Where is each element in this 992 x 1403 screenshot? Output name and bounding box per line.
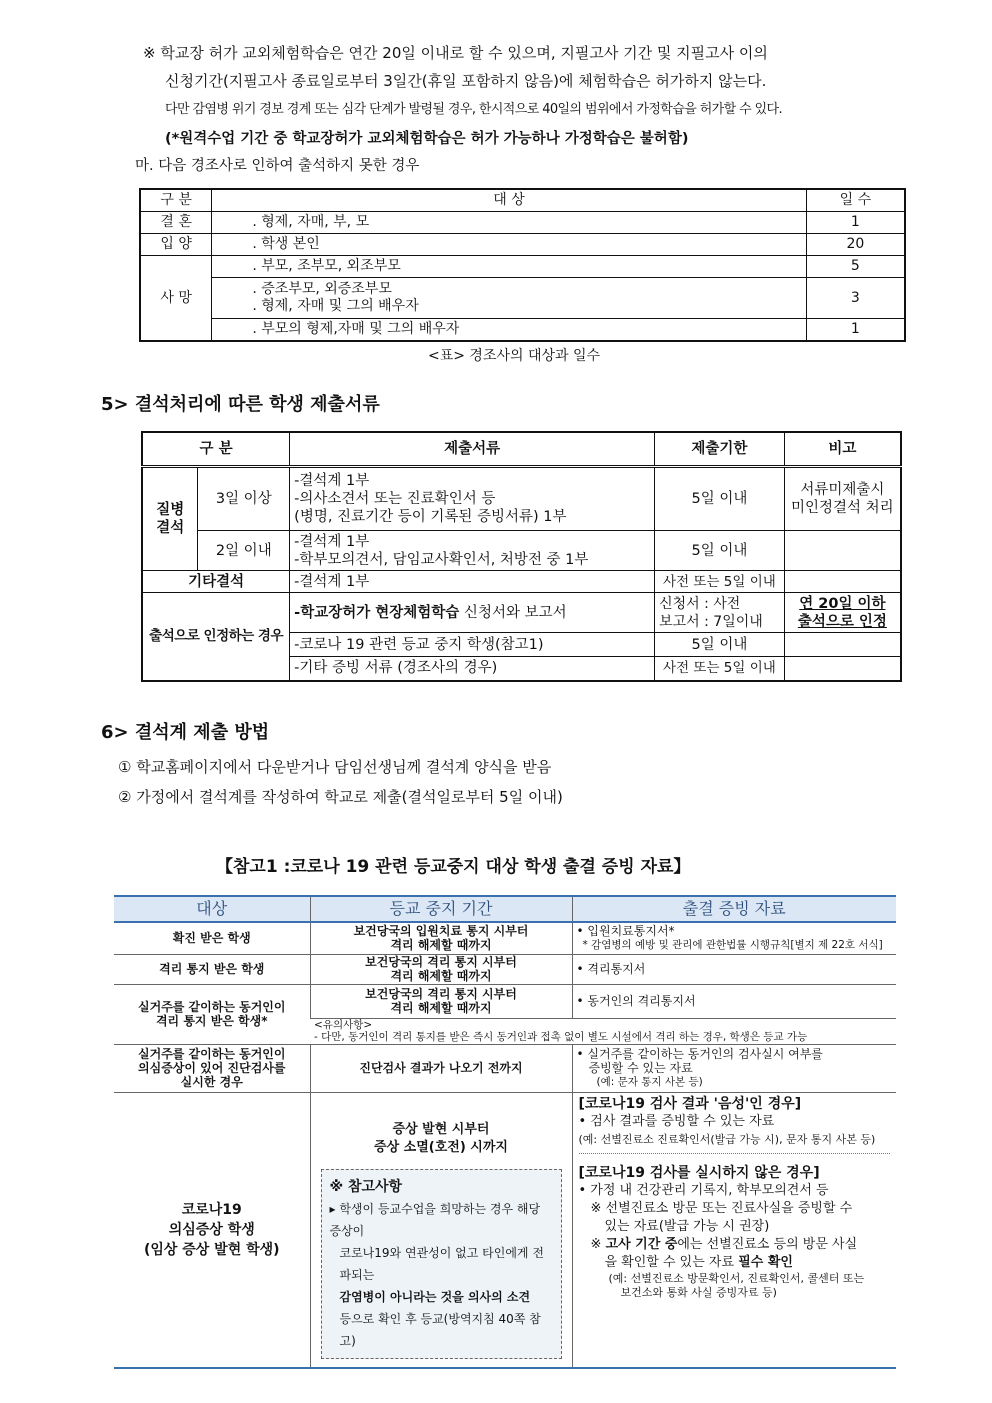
header-evidence: 출결 증빙 자료 (572, 896, 896, 922)
period-line: 보건당국의 격리 통지 시부터 (365, 955, 517, 969)
note-line-4: (*원격수업 기간 중 학교장허가 교외체험학습은 허가 가능하나 가정학습은 불허함) (165, 131, 689, 147)
evidence-line (579, 1254, 891, 1272)
target-line: 격리 통지 받은 학생* (155, 1014, 268, 1028)
covid-evidence-table (114, 895, 896, 1369)
row-label: 결 혼 (140, 212, 212, 234)
deadline-line: 보고서 : 7일이내 (659, 613, 763, 630)
caution-text: - 다만, 동거인이 격리 통지를 받은 즉시 동거인과 접촉 없이 별도 시설에서 격리 하는 경우, 학생은 등교 가능 (314, 1031, 808, 1043)
documents-cell (290, 593, 655, 633)
table-row (140, 319, 905, 342)
evidence-footnote: 보건소와 통화 사실 증빙자료 등) (620, 1285, 777, 1299)
condolence-table (139, 188, 906, 342)
target-cell (114, 984, 310, 1044)
row-days: 3 (806, 278, 905, 319)
note-line-1: ※ 학교장 허가 교외체험학습은 연간 20일 이내로 할 수 있으며, 지필고사 기간 및 지필고사 이의 (143, 44, 768, 62)
remark-line: 연 20일 이하 (799, 595, 886, 612)
section6-item-1: ① 학교홈페이지에서 다운받거나 담임선생님께 결석계 양식을 받음 (118, 758, 552, 776)
table-row (142, 467, 901, 531)
evidence-footnote: (예: 선별진료소 진료확인서(발급 가능 시), 문자 통지 사본 등) (579, 1131, 891, 1154)
target-cell: 확진 받은 학생 (114, 922, 310, 954)
reference-line: 감염병이 아니라는 것을 의사의 소견 (339, 1289, 531, 1304)
caution-title: <유의사항> (314, 1019, 373, 1031)
section6-item-2: ② 가정에서 결석계를 작성하여 학교로 제출(결석일로부터 5일 이내) (118, 788, 563, 806)
evidence-footnote: * 감염병의 예방 및 관리에 관한법률 시행규칙[별지 제 22호 서식] (582, 939, 883, 952)
deadline-cell: 사전 또는 5일 이내 (655, 657, 785, 681)
deadline-cell: 5일 이내 (655, 531, 785, 571)
row-target (212, 278, 806, 319)
period-line: 격리 해제할 때까지 (390, 969, 492, 983)
doc-line: -학부모의견서, 담임교사확인서, 처방전 중 1부 (294, 551, 589, 568)
doc-bold: -학교장허가 현장체험학습 (294, 604, 460, 621)
documents-cell: -결석계 1부 (290, 571, 655, 593)
absence-documents-table (141, 431, 902, 682)
row-target-line: . 형제, 자매 및 그의 배우자 (252, 298, 419, 314)
deadline-line: 신청서 : 사전 (659, 595, 741, 612)
caution-cell (310, 1018, 896, 1044)
remark-line: 출석으로 인정 (797, 613, 887, 630)
target-line: 코로나19 (181, 1201, 242, 1218)
target-cell (114, 1092, 310, 1368)
documents-cell (290, 531, 655, 571)
row-target: . 형제, 자매, 부, 모 (212, 212, 806, 234)
remark-line: 미인정결석 처리 (791, 500, 894, 516)
row-days: 5 (806, 256, 905, 278)
doc-line: (병명, 진료기간 등이 기록된 증빙서류) 1부 (294, 509, 567, 525)
remark-line: 서류미제출시 (800, 482, 885, 498)
evidence-cell: • 동거인의 격리통지서 (572, 984, 896, 1018)
evidence-cell (572, 1044, 896, 1092)
reference-line: ▸ 학생이 등교수업을 희망하는 경우 해당 증상이 (329, 1201, 541, 1238)
header-days: 일 수 (806, 189, 905, 212)
reference-box (321, 1169, 562, 1359)
period-cell: 진단검사 결과가 나오기 전까지 (310, 1044, 572, 1092)
period-cell (310, 1092, 572, 1368)
evidence-emphasis: 필수 확인 (738, 1254, 793, 1270)
header-documents: 제출서류 (290, 432, 655, 467)
ref1-title: 【참고1 :코로나 19 관련 등교중지 대상 학생 출결 증빙 자료】 (216, 857, 691, 877)
reference-title: ※ 참고사항 (329, 1178, 403, 1195)
row-label: 사 망 (140, 256, 212, 342)
target-line: 실시한 경우 (180, 1075, 243, 1089)
row-label: 입 양 (140, 234, 212, 256)
target-cell: 격리 통지 받은 학생 (114, 954, 310, 984)
note-line-5: 마. 다음 경조사로 인하여 출석하지 못한 경우 (135, 158, 420, 174)
target-line: (임상 증상 발현 학생) (143, 1241, 280, 1258)
target-line: 의심증상이 있어 진단검사를 (138, 1061, 286, 1075)
remarks-cell (784, 531, 901, 571)
table-row (142, 531, 901, 571)
header-target: 대 상 (212, 189, 806, 212)
attendance-recognized-label: 출석으로 인정하는 경우 (142, 593, 290, 681)
evidence-footnote: (예: 선별진료소 방문확인서, 진료확인서, 콜센터 또는 (608, 1271, 865, 1285)
row-target-line: . 증조부모, 외증조부모 (252, 281, 392, 297)
table-row (140, 212, 905, 234)
table-row (114, 922, 896, 954)
evidence-footnote: (예: 문자 통지 사본 등) (596, 1076, 703, 1088)
note-line-2: 신청기간(지필고사 종료일로부터 3일간(휴일 포함하지 않음)에 체험학습은 허가하지 않는다. (165, 72, 767, 90)
doc-line: -결석계 1부 (294, 533, 370, 550)
period-block (311, 1093, 572, 1161)
documents-cell: -기타 증빙 서류 (경조사의 경우) (290, 657, 655, 681)
table-caption: <표> 경조사의 대상과 일수 (428, 348, 601, 364)
period-line: 보건당국의 입원치료 통지 시부터 (353, 924, 529, 939)
deadline-cell (655, 593, 785, 633)
header-remarks: 비고 (784, 432, 901, 467)
table-row (142, 571, 901, 593)
table-row (140, 256, 905, 278)
evidence-cell: • 격리통지서 (572, 954, 896, 984)
row-target: . 부모의 형제,자매 및 그의 배우자 (212, 319, 806, 342)
evidence-emphasis: 고사 기간 중 (605, 1236, 678, 1252)
period-cell (310, 984, 572, 1018)
evidence-line: • 가정 내 건강관리 기록지, 학부모의견서 등 (578, 1182, 829, 1198)
evidence-line: • 입원치료통지서* (576, 924, 675, 939)
row-target: . 학생 본인 (212, 234, 806, 256)
evidence-line: • 실거주를 같이하는 동거인의 검사실시 여부를 (576, 1047, 823, 1061)
table-row (142, 593, 901, 633)
deadline-cell: 5일 이내 (655, 467, 785, 531)
sub-category: 2일 이내 (198, 531, 290, 571)
target-line: 실거주를 같이하는 동거인이 (138, 1000, 286, 1014)
note-line-3: 다만 감염병 위기 경보 경계 또는 심각 단계가 발령될 경우, 한시적으로 40일의 범위에서 가정학습을 허가할 수 있다. (165, 102, 783, 117)
header-deadline: 제출기한 (655, 432, 785, 467)
evidence-cell (572, 922, 896, 954)
remarks-cell (784, 593, 901, 633)
illness-label (142, 467, 198, 571)
reference-line: 등으로 확인 후 등교(방역지침 40쪽 참고) (339, 1311, 541, 1348)
illness-label-line: 질병 (156, 502, 185, 518)
doc-rest: 신청서와 보고서 (459, 604, 567, 621)
table-row (140, 278, 905, 319)
evidence-line: • 검사 결과를 증빙할 수 있는 자료 (578, 1113, 775, 1129)
period-cell (310, 922, 572, 954)
remarks-cell (784, 467, 901, 531)
evidence-line: 있는 자료(발급 가능 시 권장) (604, 1218, 770, 1234)
row-days: 1 (806, 319, 905, 342)
documents-cell: -코로나 19 관련 등교 중지 학생(참고1) (290, 633, 655, 657)
remarks-cell (784, 633, 901, 657)
evidence-subtitle: [코로나19 검사를 실시하지 않은 경우] (578, 1164, 820, 1181)
evidence-line (579, 1236, 891, 1254)
row-days: 1 (806, 212, 905, 234)
header-target: 대상 (114, 896, 310, 922)
row-target: . 부모, 조부모, 외조부모 (212, 256, 806, 278)
table-row (114, 1044, 896, 1092)
evidence-text: 을 확인할 수 있는 자료 (604, 1254, 739, 1270)
table-header-row (142, 432, 901, 467)
table-row (114, 1092, 896, 1368)
deadline-cell: 사전 또는 5일 이내 (655, 571, 785, 593)
period-line: 보건당국의 격리 통지 시부터 (365, 987, 517, 1001)
remarks-cell (784, 571, 901, 593)
evidence-subtitle: [코로나19 검사 결과 '음성'인 경우] (578, 1095, 802, 1112)
evidence-line: ※ 선별진료소 방문 또는 진료사실을 증빙할 수 (590, 1200, 853, 1216)
reference-line: 코로나19와 연관성이 없고 타인에게 전파되는 (339, 1245, 544, 1282)
target-cell (114, 1044, 310, 1092)
evidence-mark: ※ (590, 1236, 606, 1252)
header-category: 구 분 (140, 189, 212, 212)
section5-title: 5> 결석처리에 따른 학생 제출서류 (101, 394, 380, 415)
evidence-cell (572, 1092, 896, 1368)
other-absence-label: 기타결석 (142, 571, 290, 593)
documents-cell (290, 467, 655, 531)
header-category: 구 분 (142, 432, 290, 467)
evidence-text: 에는 선별진료소 등의 방문 사실 (677, 1236, 858, 1252)
table-row (114, 954, 896, 984)
period-line: 증상 소멸(호전) 시까지 (374, 1139, 508, 1155)
table-header-row (140, 189, 905, 212)
sub-category: 3일 이상 (198, 467, 290, 531)
doc-line: -의사소견서 또는 진료확인서 등 (294, 491, 496, 507)
table-row (114, 984, 896, 1018)
period-cell (310, 954, 572, 984)
evidence-line: 증빙할 수 있는 자료 (588, 1061, 693, 1075)
header-period: 등교 중지 기간 (310, 896, 572, 922)
remarks-cell (784, 657, 901, 681)
table-header-row (114, 896, 896, 922)
target-line: 실거주를 같이하는 동거인이 (138, 1047, 286, 1061)
doc-line: -결석계 1부 (294, 473, 370, 489)
section6-title: 6> 결석계 제출 방법 (101, 722, 270, 743)
target-line: 의심증상 학생 (168, 1221, 255, 1238)
period-line: 격리 해제할 때까지 (390, 938, 492, 953)
period-line: 격리 해제할 때까지 (390, 1001, 492, 1015)
illness-label-line: 결석 (156, 520, 185, 536)
table-row (140, 234, 905, 256)
row-days: 20 (806, 234, 905, 256)
period-line: 증상 발현 시부터 (392, 1121, 490, 1137)
deadline-cell: 5일 이내 (655, 633, 785, 657)
